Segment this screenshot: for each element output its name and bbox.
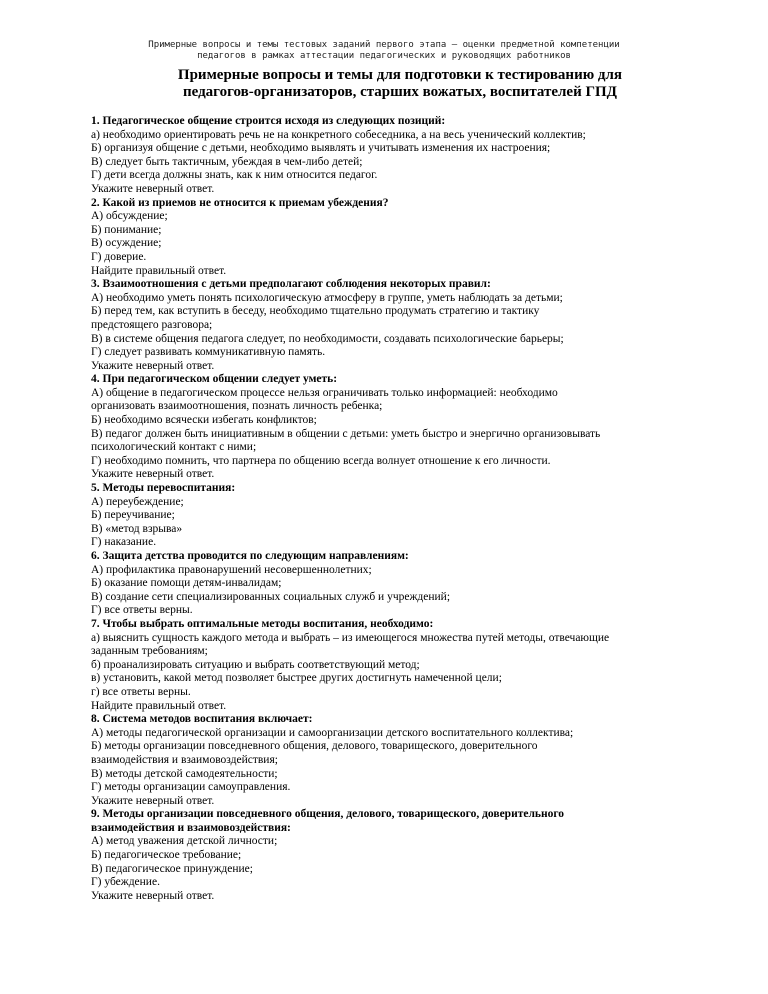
answer-line: А) обсуждение; <box>91 210 168 223</box>
question-title: 4. При педагогическом общении следует уметь: <box>91 373 338 386</box>
question-title: 8. Система методов воспитания включает: <box>91 713 313 726</box>
question-title: 7. Чтобы выбрать оптимальные методы воспитания, необходимо: <box>91 617 434 630</box>
document-title-line: Примерные вопросы и темы для подготовки к тестированию для <box>177 67 623 83</box>
question-title: 9. Методы организации повседневного общения, делового, товарищеского, доверительного <box>91 808 565 821</box>
answer-line: Б) методы организации повседневного общения, делового, товарищеского, доверительного <box>91 740 538 753</box>
instruction-line: Укажите неверный ответ. <box>91 794 215 807</box>
running-header-line: педагогов в рамках аттестации педагогических и руководящих работников <box>197 51 571 61</box>
instruction-line: Найдите правильный ответ. <box>91 699 227 712</box>
answer-line: Г) дети всегда должны знать, как к ним относится педагог. <box>91 169 378 182</box>
answer-line: Б) понимание; <box>91 223 162 236</box>
answer-line: а) выяснить сущность каждого метода и выбрать – из имеющегося множества путей методы, отвечающие <box>91 631 610 644</box>
answer-line: Г) необходимо помнить, что партнера по общению всегда волнует отношение к его личности. <box>91 454 551 467</box>
answer-line: Б) необходимо всячески избегать конфликтов; <box>91 414 317 427</box>
question-title: 3. Взаимоотношения с детьми предполагают соблюдения некоторых правил: <box>91 278 491 291</box>
answer-line: В) создание сети специализированных социальных служб и учреждений; <box>91 590 451 603</box>
question-title: 2. Какой из приемов не относится к приемам убеждения? <box>91 196 389 209</box>
document-title <box>150 67 650 101</box>
answer-line: б) проанализировать ситуацию и выбрать соответствующий метод; <box>91 658 420 671</box>
answer-line: Г) наказание. <box>91 536 157 549</box>
question-block <box>91 115 677 197</box>
question-block <box>91 373 677 482</box>
answer-line: Г) все ответы верны. <box>91 604 193 617</box>
answer-line: взаимодействия и взаимовоздействия; <box>91 753 278 766</box>
instruction-line: Укажите неверный ответ. <box>91 359 215 372</box>
question-block <box>91 550 677 618</box>
answer-line: В) осуждение; <box>91 237 162 250</box>
question-block <box>91 808 677 903</box>
answer-line: В) в системе общения педагога следует, по необходимости, создавать психологические барьеры; <box>91 332 564 345</box>
answer-line: Б) педагогическое требование; <box>91 849 242 862</box>
document-title-line: педагогов-организаторов, старших вожатых, воспитателей ГПД <box>182 84 618 100</box>
answer-line: организовать взаимоотношения, познать личность ребенка; <box>91 400 383 413</box>
answer-line: Б) оказание помощи детям-инвалидам; <box>91 577 282 590</box>
answer-line: в) установить, какой метод позволяет быстрее других достигнуть намеченной цели; <box>91 672 502 685</box>
running-header <box>60 40 708 62</box>
question-title: 6. Защита детства проводится по следующим направлениям: <box>91 550 409 562</box>
answer-line: А) необходимо уметь понять психологическую атмосферу в группе, уметь наблюдать за детьми; <box>91 291 563 304</box>
answer-line: Б) организуя общение с детьми, необходимо выявлять и учитывать изменения их настроения; <box>91 142 551 155</box>
answer-line: г) все ответы верны. <box>91 685 191 698</box>
answer-line: В) следует быть тактичным, убеждая в чем-либо детей; <box>91 155 363 168</box>
answer-line: Г) следует развивать коммуникативную память. <box>91 346 326 359</box>
running-header-line: Примерные вопросы и темы тестовых заданий первого этапа – оценки предметной компетенции <box>148 40 620 50</box>
answer-line: а) необходимо ориентировать речь не на конкретного собеседника, а на весь ученический коллектив; <box>91 128 586 141</box>
answer-line: Г) доверие. <box>91 250 147 263</box>
question-block <box>91 618 677 713</box>
answer-line: В) педагог должен быть инициативным в общении с детьми: уметь быстро и энергично организовывать <box>91 427 601 440</box>
answer-line: Г) методы организации самоуправления. <box>91 781 291 794</box>
question-title-continued: взаимодействия и взаимовоздействия: <box>91 821 291 834</box>
question-block <box>91 278 677 373</box>
question-title: 1. Педагогическое общение строится исходя из следующих позиций: <box>91 115 446 127</box>
answer-line: А) переубеждение; <box>91 495 184 508</box>
answer-line: А) профилактика правонарушений несовершеннолетних; <box>91 563 372 576</box>
answer-line: Б) переучивание; <box>91 509 175 522</box>
answer-line: психологический контакт с ними; <box>91 441 257 454</box>
instruction-line: Укажите неверный ответ. <box>91 182 215 195</box>
question-block <box>91 713 677 808</box>
answer-line: заданным требованиям; <box>91 645 208 658</box>
answer-line: Г) убеждение. <box>91 876 160 889</box>
instruction-line: Найдите правильный ответ. <box>91 264 227 277</box>
answer-line: А) общение в педагогическом процессе нельзя ограничивать только информацией: необходимо <box>91 386 558 399</box>
question-block <box>91 197 677 279</box>
questions-list <box>91 115 677 903</box>
answer-line: предстоящего разговора; <box>91 318 213 331</box>
answer-line: А) методы педагогической организации и самоорганизации детского воспитательного коллектива; <box>91 726 574 739</box>
question-title: 5. Методы перевоспитания: <box>91 482 236 495</box>
answer-line: Б) перед тем, как вступить в беседу, необходимо тщательно продумать стратегию и тактику <box>91 305 540 318</box>
answer-line: В) педагогическое принуждение; <box>91 862 253 875</box>
answer-line: А) метод уважения детской личности; <box>91 835 278 848</box>
instruction-line: Укажите неверный ответ. <box>91 468 215 481</box>
question-block <box>91 482 677 550</box>
answer-line: В) методы детской самодеятельности; <box>91 767 278 780</box>
instruction-line: Укажите неверный ответ. <box>91 889 215 902</box>
answer-line: В) «метод взрыва» <box>91 522 183 535</box>
